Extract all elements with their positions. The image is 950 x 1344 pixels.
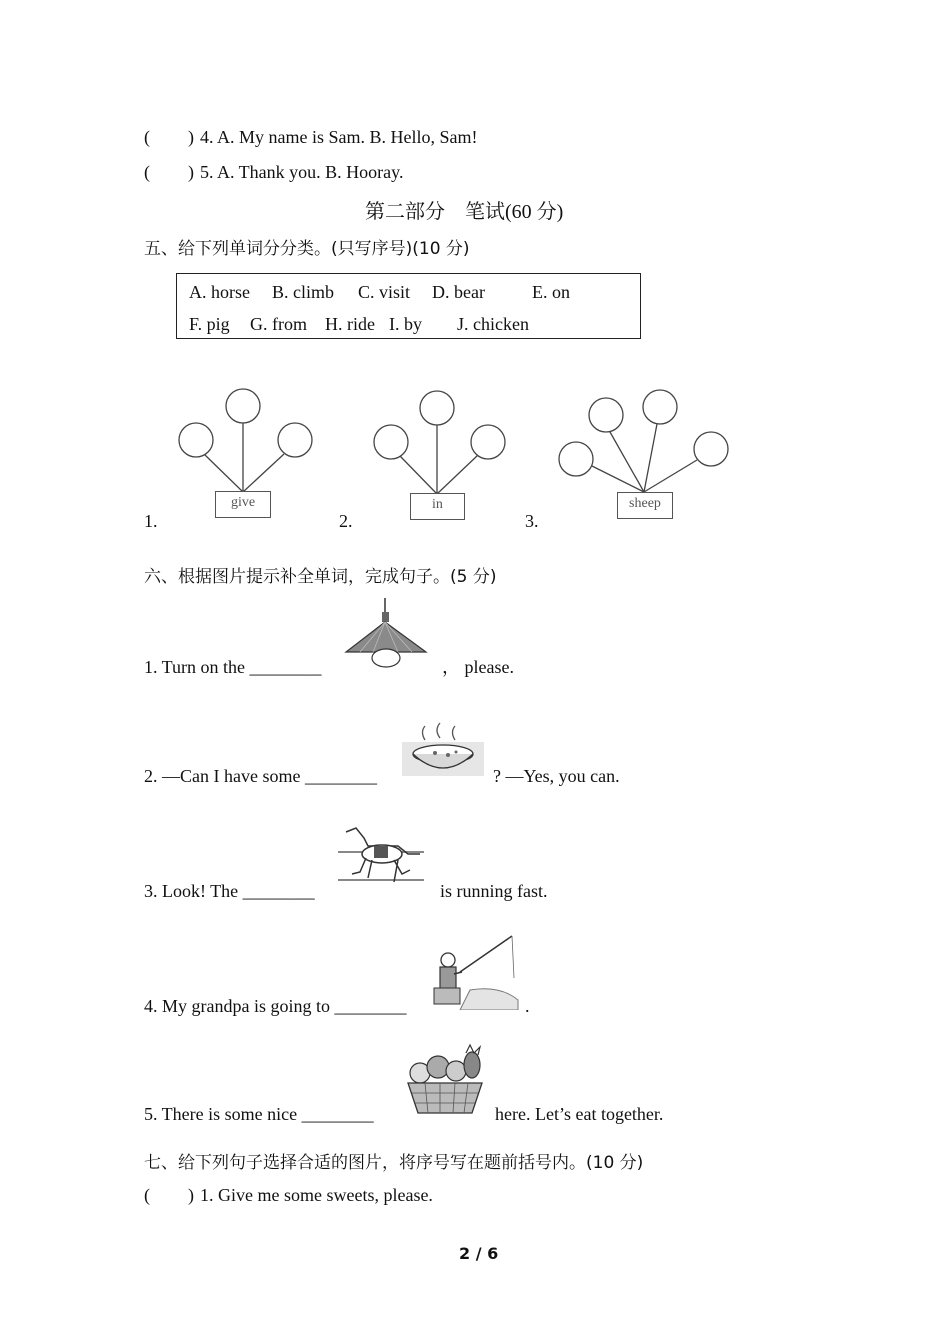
sentence-start: 1. Turn on the ________ xyxy=(144,657,322,677)
section6-heading: 六、根据图片提示补全单词，完成句子。(5 分) xyxy=(144,567,497,587)
answer-circle xyxy=(694,432,728,466)
word-option: C. visit xyxy=(358,282,411,302)
question-1-text: 1. Give me some sweets, please. xyxy=(200,1185,433,1205)
page-number: 2 / 6 xyxy=(459,1244,499,1263)
answer-circle xyxy=(420,391,454,425)
sentence-start: 4. My grandpa is going to ________ xyxy=(144,996,407,1016)
answer-circle xyxy=(559,442,593,476)
fruit-basket-icon xyxy=(400,1043,490,1115)
word-option: B. climb xyxy=(272,282,334,302)
sentence-start: 3. Look! The ________ xyxy=(144,881,315,901)
word-option: A. horse xyxy=(189,282,250,302)
lamp-icon xyxy=(340,598,432,668)
answer-circle xyxy=(374,425,408,459)
question-5-text: 5. A. Thank you. B. Hooray. xyxy=(200,162,404,182)
classification-trees xyxy=(0,380,950,530)
tree-number: 3. xyxy=(525,511,539,531)
fishing-icon xyxy=(430,930,520,1010)
paren-open: ( xyxy=(144,127,150,147)
answer-circle xyxy=(179,423,213,457)
word-option: E. on xyxy=(532,282,570,302)
horse-icon xyxy=(338,824,426,892)
paren-close: ) xyxy=(188,162,194,182)
word-bank-box xyxy=(176,273,641,339)
sentence-start: 5. There is some nice ________ xyxy=(144,1104,374,1124)
answer-circle xyxy=(643,390,677,424)
sentence-end: ? —Yes, you can. xyxy=(493,766,620,786)
word-option: D. bear xyxy=(432,282,485,302)
paren-open: ( xyxy=(144,1185,150,1205)
sentence-end: here. Let’s eat together. xyxy=(495,1104,664,1124)
section5-heading: 五、给下列单词分分类。(只写序号)(10 分) xyxy=(144,239,470,259)
paren-close: ) xyxy=(188,1185,194,1205)
answer-circle xyxy=(589,398,623,432)
part-title: 第二部分 笔试(60 分) xyxy=(365,201,564,223)
category-word-tag: give xyxy=(215,491,271,518)
word-option: J. chicken xyxy=(457,314,529,334)
word-option: G. from xyxy=(250,314,307,334)
section7-heading: 七、给下列句子选择合适的图片，将序号写在题前括号内。(10 分) xyxy=(144,1153,644,1173)
tree-number: 2. xyxy=(339,511,353,531)
tree-number: 1. xyxy=(144,511,158,531)
soup-bowl-icon xyxy=(400,722,486,778)
sentence-start: 2. —Can I have some ________ xyxy=(144,766,377,786)
sentence-end: ， please. xyxy=(442,657,514,677)
answer-circle xyxy=(226,389,260,423)
category-word-tag: in xyxy=(410,493,465,520)
word-option: H. ride xyxy=(325,314,375,334)
paren-close: ) xyxy=(188,127,194,147)
category-word-tag: sheep xyxy=(617,492,673,519)
paren-open: ( xyxy=(144,162,150,182)
answer-circle xyxy=(278,423,312,457)
word-option: F. pig xyxy=(189,314,230,334)
sentence-end: is running fast. xyxy=(440,881,548,901)
question-4-text: 4. A. My name is Sam. B. Hello, Sam! xyxy=(200,127,478,147)
answer-circle xyxy=(471,425,505,459)
word-option: I. by xyxy=(389,314,422,334)
sentence-end: . xyxy=(525,996,530,1016)
